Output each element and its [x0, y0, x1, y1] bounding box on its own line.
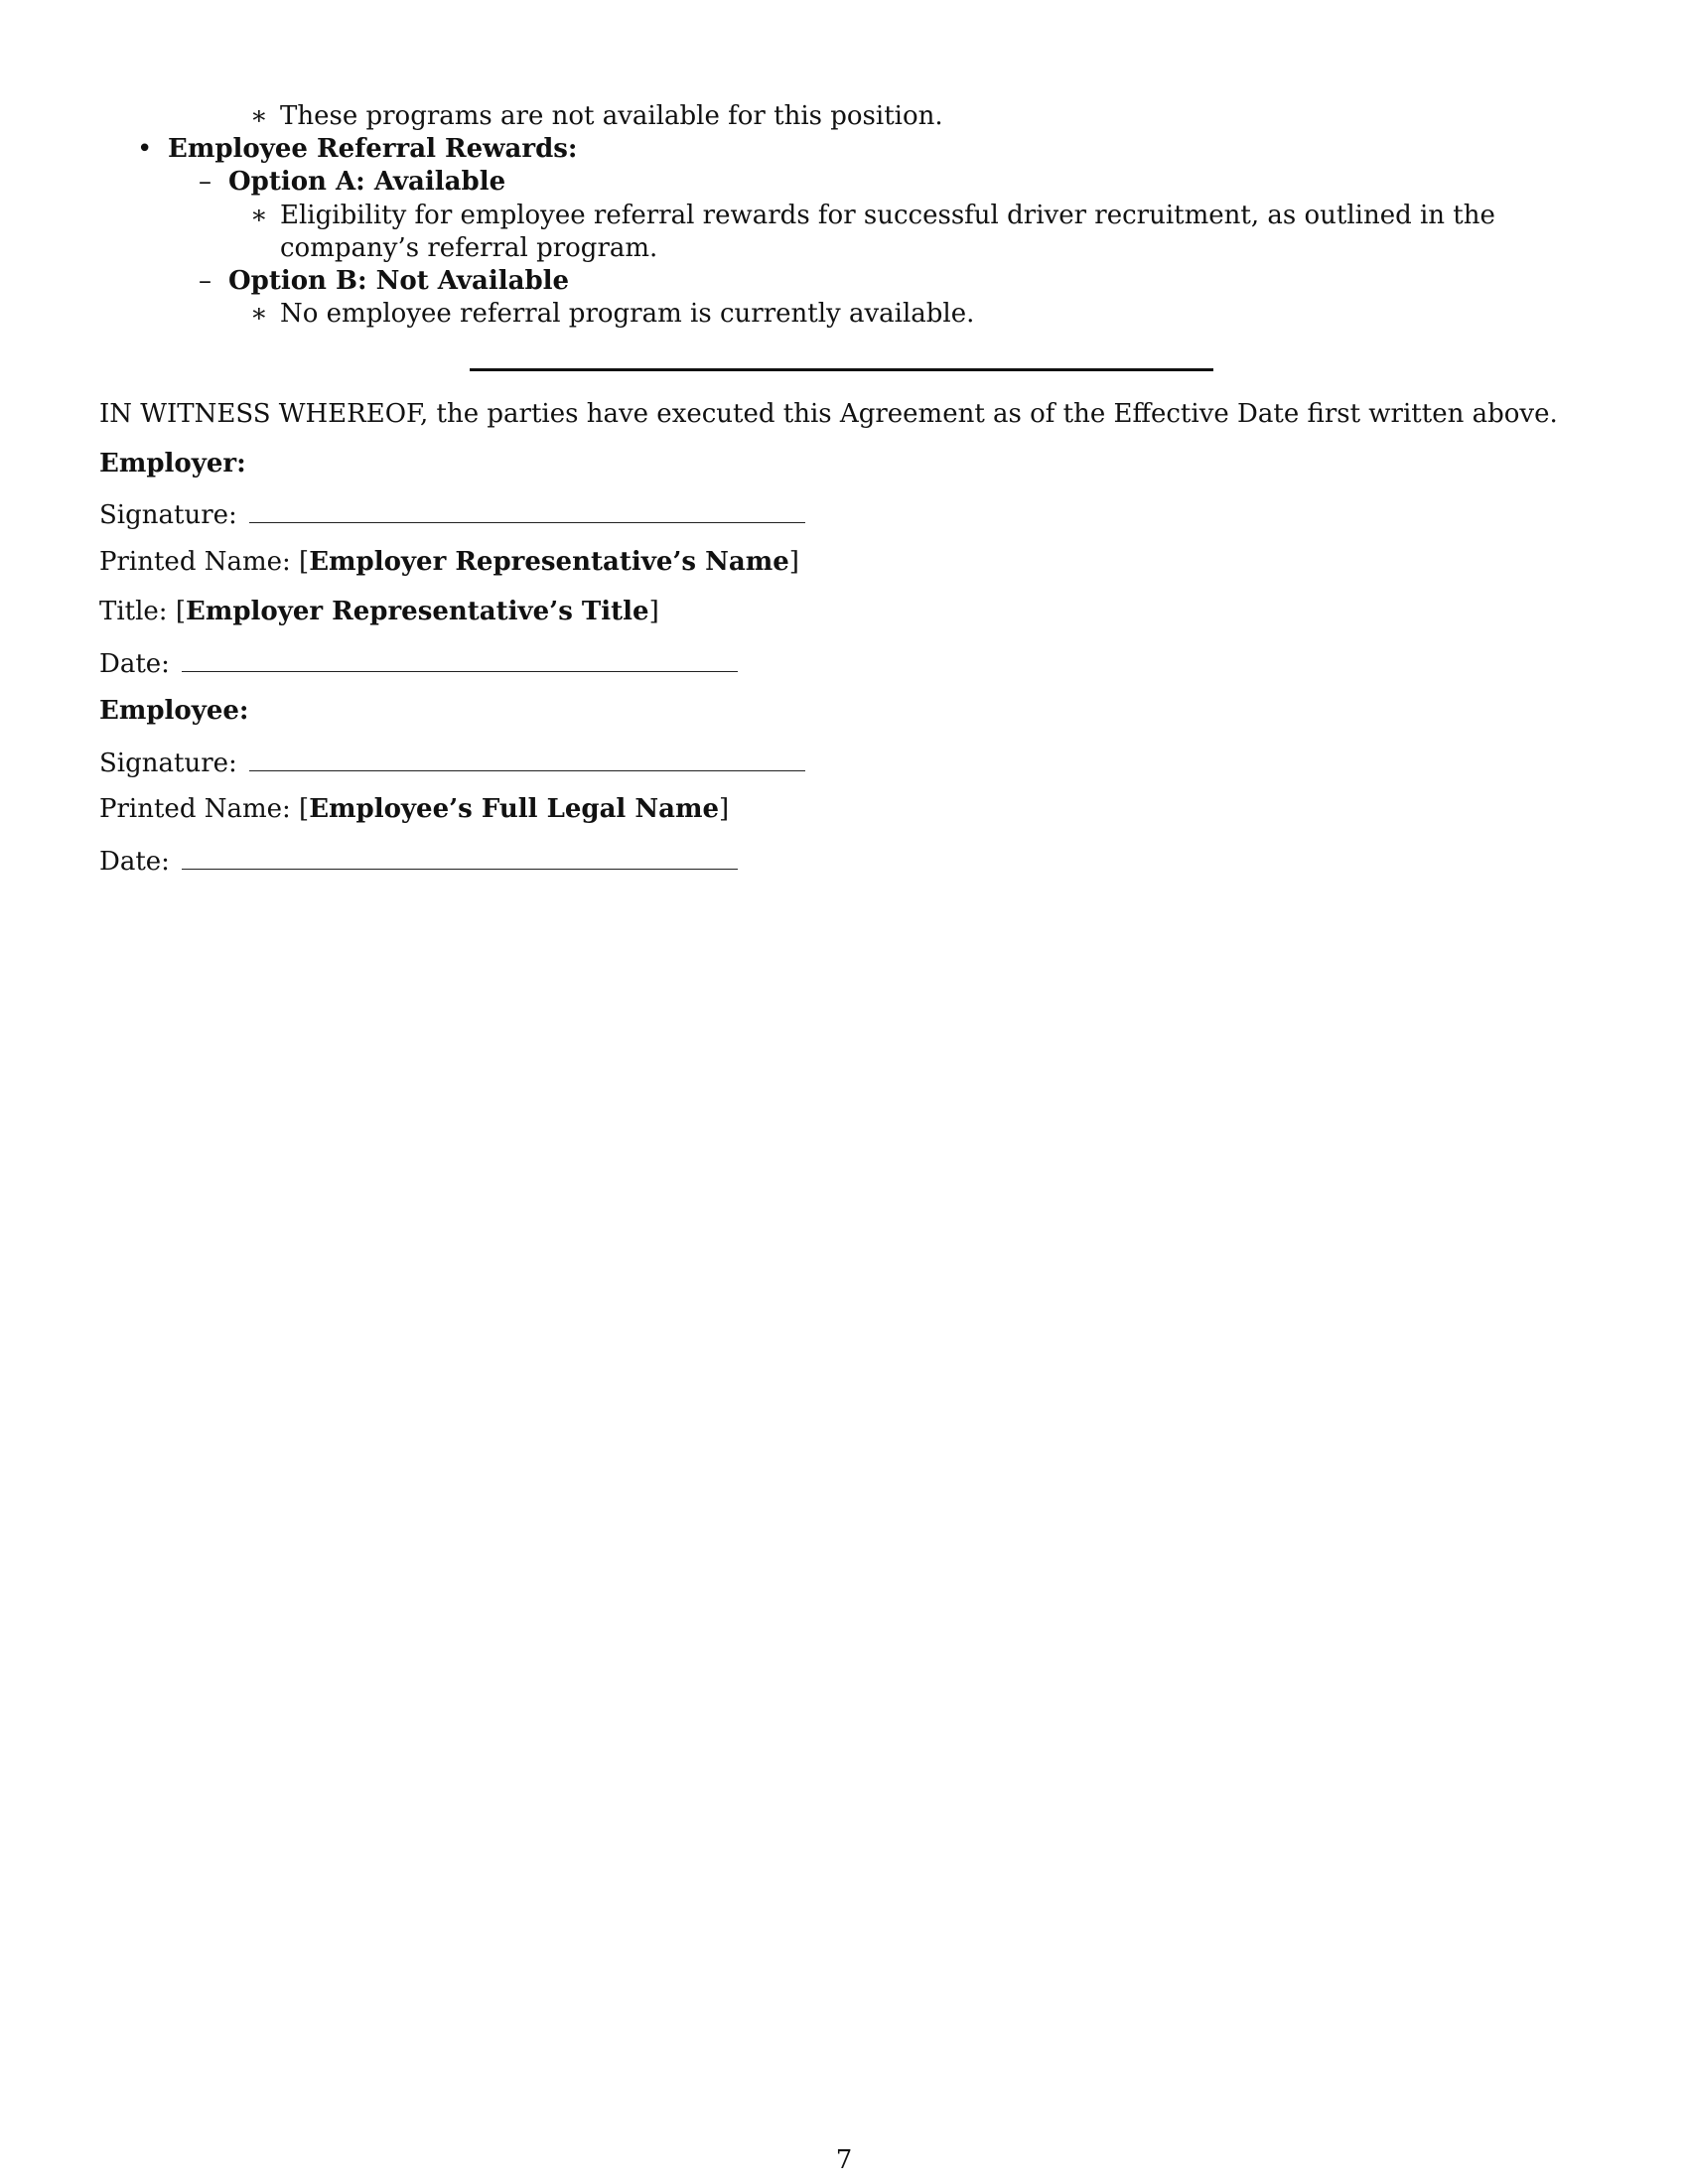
- employer-printed-name-row: [99, 546, 799, 579]
- employee-signature-label: Signature:: [99, 749, 237, 778]
- employer-signature-label: Signature:: [99, 500, 237, 530]
- list-item-programs-unavailable: These programs are not available for this position.: [280, 101, 943, 131]
- employee-signature-row: [99, 745, 805, 780]
- employee-printed-name-row: [99, 793, 729, 826]
- asterisk-bullet-icon: ∗: [250, 201, 268, 230]
- list-item-option-b: Option B: Not Available: [228, 266, 570, 296]
- employer-title-row: [99, 596, 659, 628]
- employer-date-line[interactable]: [182, 645, 738, 672]
- employer-title-open-bracket: [: [175, 597, 186, 626]
- employer-title-label: Title:: [99, 597, 168, 626]
- employer-printed-name-label: Printed Name:: [99, 547, 291, 577]
- dash-bullet-icon: –: [199, 167, 211, 197]
- employer-signature-line[interactable]: [249, 496, 805, 523]
- employer-date-label: Date:: [99, 649, 170, 679]
- bullet-icon: •: [137, 134, 153, 164]
- list-item-referral-heading: Employee Referral Rewards:: [168, 134, 578, 164]
- employer-title-close-bracket: ]: [648, 597, 659, 626]
- employee-printed-name-close-bracket: ]: [719, 794, 730, 824]
- employee-date-line[interactable]: [182, 843, 738, 870]
- employer-heading: Employer:: [99, 449, 246, 478]
- witness-statement: IN WITNESS WHEREOF, the parties have executed this Agreement as of the Effective Date first written above.: [99, 399, 1558, 429]
- section-divider: [470, 368, 1213, 371]
- employer-printed-name-open-bracket: [: [299, 547, 310, 577]
- employee-date-label: Date:: [99, 847, 170, 877]
- employee-printed-name-open-bracket: [: [299, 794, 310, 824]
- list-item-option-b-text: No employee referral program is currently available.: [280, 299, 975, 329]
- dash-bullet-icon: –: [199, 266, 211, 296]
- employer-date-row: [99, 645, 738, 681]
- employer-printed-name-value: Employer Representative’s Name: [309, 547, 789, 577]
- asterisk-bullet-icon: ∗: [250, 101, 268, 131]
- employer-signature-row: [99, 496, 805, 532]
- employee-heading: Employee:: [99, 696, 249, 726]
- list-item-option-a-text: Eligibility for employee referral rewards for successful driver recruitment, as outlined in the company’s referral program.: [280, 201, 1495, 263]
- list-item-option-a: Option A: Available: [228, 167, 506, 197]
- employee-printed-name-label: Printed Name:: [99, 794, 291, 824]
- page-number: 7: [835, 2145, 853, 2175]
- employee-signature-line[interactable]: [249, 745, 805, 771]
- employer-title-value: Employer Representative’s Title: [186, 597, 649, 626]
- employer-printed-name-close-bracket: ]: [788, 547, 799, 577]
- asterisk-bullet-icon: ∗: [250, 299, 268, 329]
- employee-date-row: [99, 843, 738, 879]
- employee-printed-name-value: Employee’s Full Legal Name: [309, 794, 720, 824]
